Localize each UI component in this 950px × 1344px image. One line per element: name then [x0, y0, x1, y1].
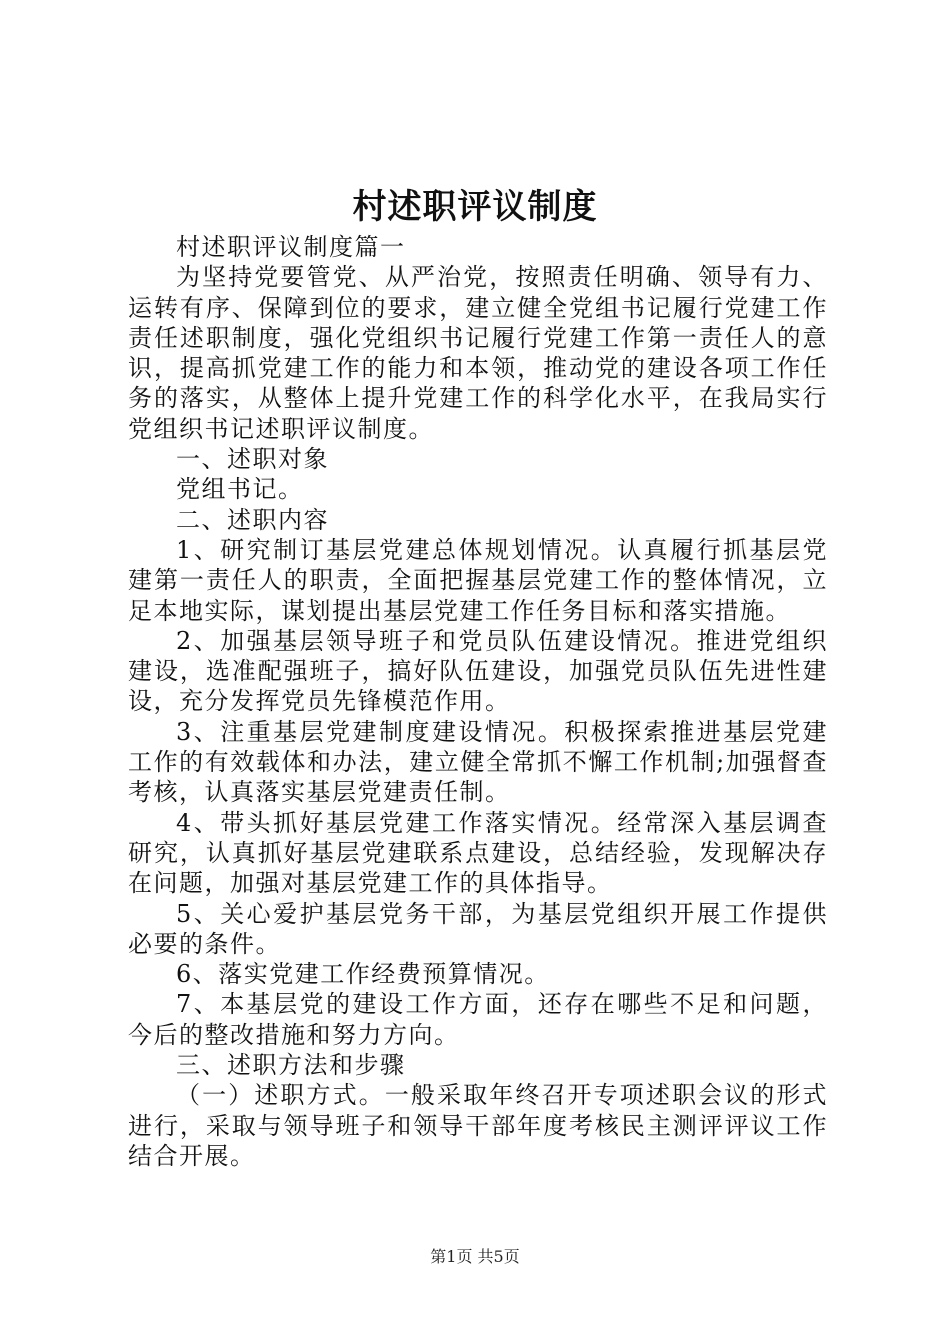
list-item-7: 7、本基层党的建设工作方面，还存在哪些不足和问题，今后的整改措施和努力方向。 — [128, 990, 828, 1049]
paragraph-report-method: （一）述职方式。一般采取年终召开专项述职会议的形式进行，采取与领导班子和领导干部年度考核民主测评评议工作结合开展。 — [128, 1081, 828, 1170]
list-item-5: 5、关心爱护基层党务干部，为基层党组织开展工作提供必要的条件。 — [128, 899, 828, 958]
list-item-2: 2、加强基层领导班子和党员队伍建设情况。推进党组织建设，选准配强班子，搞好队伍建设，加强党员队伍先进性建设，充分发挥党员先锋模范作用。 — [128, 626, 828, 716]
paragraph-report-target: 党组书记。 — [176, 475, 304, 504]
list-item-3: 3、注重基层党建制度建设情况。积极探索推进基层党建工作的有效载体和办法，建立健全常抓不懈工作机制;加强督查考核，认真落实基层党建责任制。 — [128, 717, 828, 807]
paragraph-intro: 为坚持党要管党、从严治党，按照责任明确、领导有力、运转有序、保障到位的要求，建立健全党组书记履行党建工作责任述职制度，强化党组织书记履行党建工作第一责任人的意识，提高抓党建工作的能力和本领，推动党的建设各项工作任务的落实，从整体上提升党建工作的科学化水平，在我局实行党组织书记述职评议制度。 — [128, 263, 828, 443]
heading-report-content: 二、述职内容 — [176, 505, 329, 534]
paragraph-section-label: 村述职评议制度篇一 — [176, 233, 406, 261]
list-item-6: 6、落实党建工作经费预算情况。 — [176, 960, 550, 989]
heading-report-method: 三、述职方法和步骤 — [176, 1051, 406, 1080]
heading-report-target: 一、述职对象 — [176, 445, 329, 474]
page-number-footer: 第1页 共5页 — [430, 1247, 520, 1266]
document-body — [128, 232, 828, 1171]
list-item-1: 1、研究制订基层党建总体规划情况。认真履行抓基层党建第一责任人的职责，全面把握基层党建工作的整体情况，立足本地实际，谋划提出基层党建工作任务目标和落实措施。 — [128, 535, 828, 625]
document-title: 村述职评议制度 — [352, 187, 598, 227]
list-item-4: 4、带头抓好基层党建工作落实情况。经常深入基层调查研究，认真抓好基层党建联系点建设，总结经验，发现解决存在问题，加强对基层党建工作的具体指导。 — [128, 808, 828, 898]
